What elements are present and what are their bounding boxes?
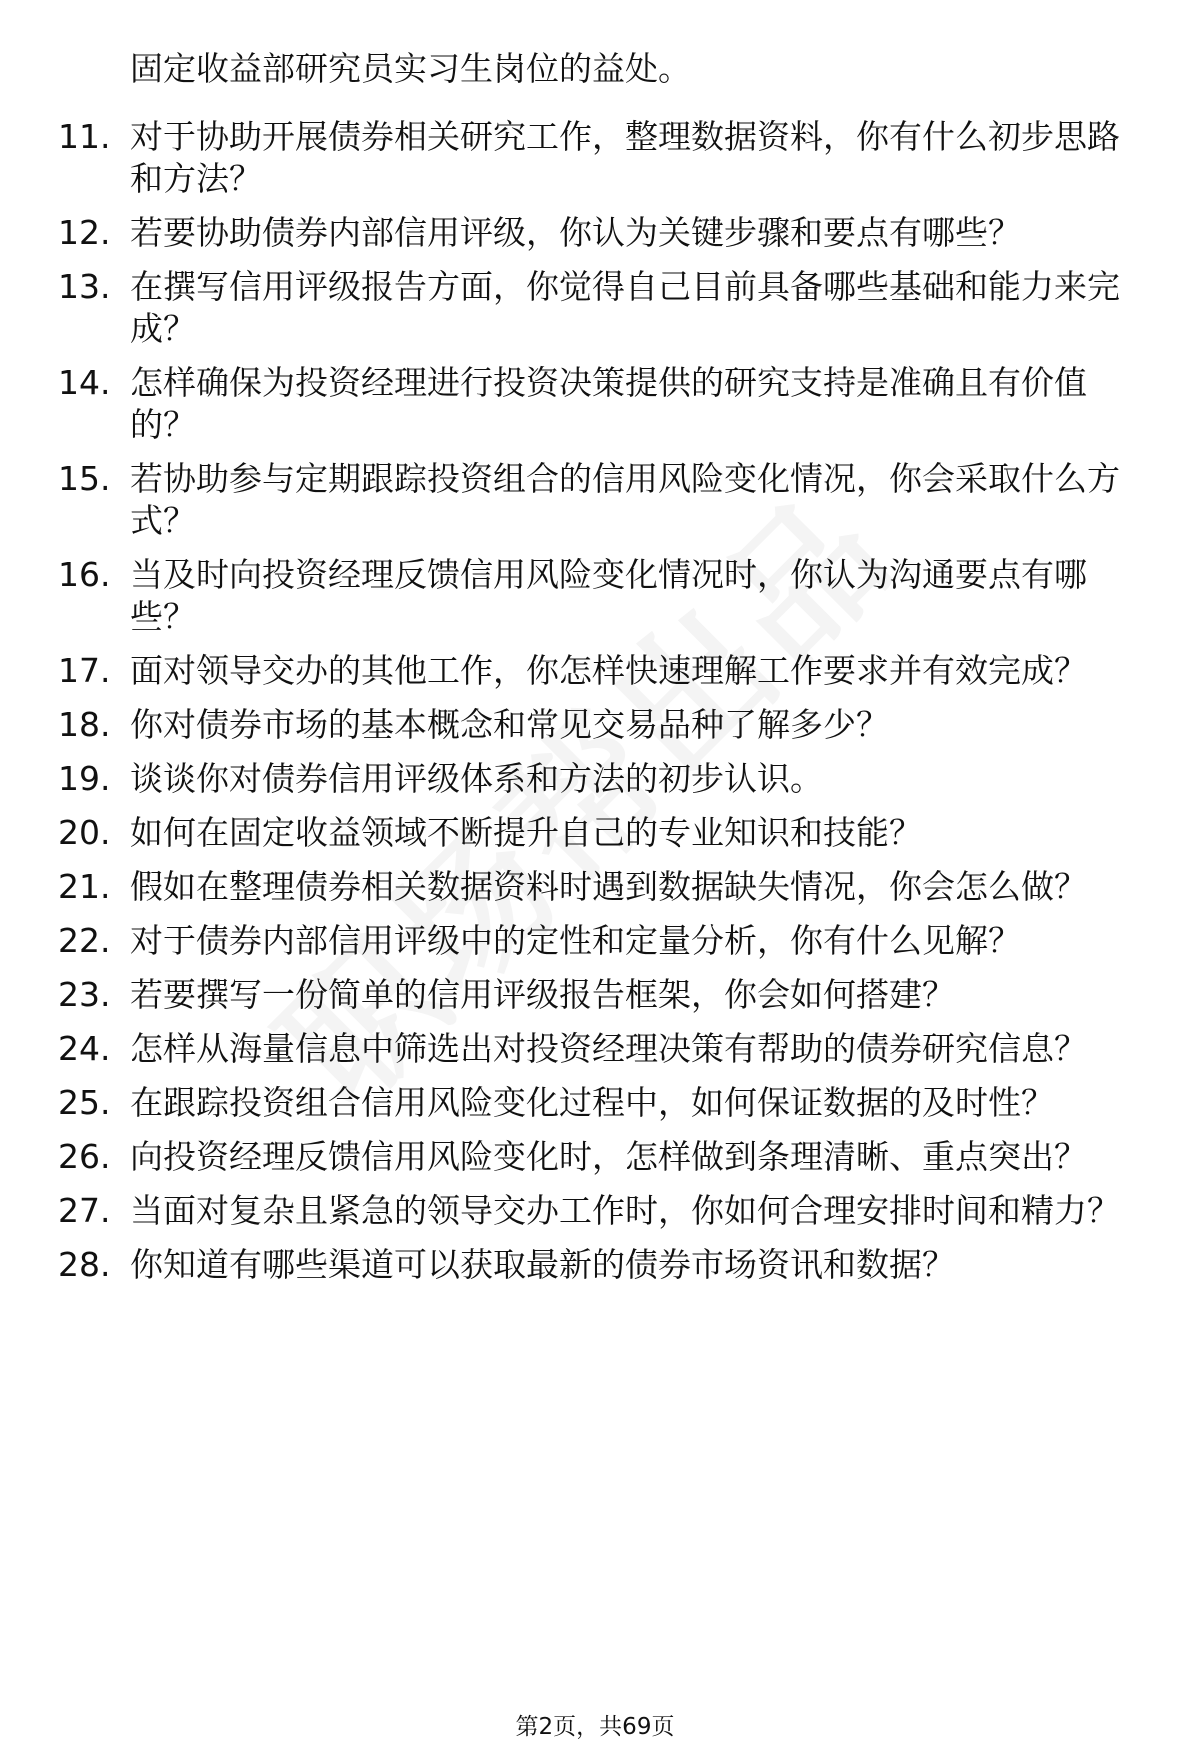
- item-number: 22.: [58, 921, 111, 960]
- list-item: [0, 866, 1190, 908]
- list-item: [0, 758, 1190, 800]
- item-number: 11.: [58, 117, 111, 156]
- list-item: [0, 266, 1190, 350]
- item-text: 当面对复杂且紧急的领导交办工作时，你如何合理安排时间和精力？: [130, 1191, 1120, 1230]
- list-item: [0, 1136, 1190, 1178]
- list-item: [0, 362, 1190, 446]
- item-number: 20.: [58, 813, 111, 852]
- list-item: [0, 974, 1190, 1016]
- item-number: 27.: [58, 1191, 111, 1230]
- item-number: 23.: [58, 975, 111, 1014]
- item-text: 若要协助债券内部信用评级，你认为关键步骤和要点有哪些？: [130, 213, 1021, 252]
- item-text: 面对领导交办的其他工作，你怎样快速理解工作要求并有效完成？: [130, 651, 1087, 690]
- item-number: 28.: [58, 1245, 111, 1284]
- item-text: 如何在固定收益领域不断提升自己的专业知识和技能？: [130, 813, 922, 852]
- list-item: [0, 812, 1190, 854]
- item-number: 26.: [58, 1137, 111, 1176]
- item-text: 你知道有哪些渠道可以获取最新的债券市场资讯和数据？: [130, 1245, 955, 1284]
- item-text: 若要撰写一份简单的信用评级报告框架，你会如何搭建？: [130, 975, 955, 1014]
- item-text: 在跟踪投资组合信用风险变化过程中，如何保证数据的及时性？: [130, 1083, 1054, 1122]
- list-item: [0, 920, 1190, 962]
- lead-text: 固定收益部研究员实习生岗位的益处。: [130, 49, 691, 88]
- item-number: 16.: [58, 555, 111, 594]
- item-number: 17.: [58, 651, 111, 690]
- list-item: [0, 458, 1190, 542]
- item-text: 假如在整理债券相关数据资料时遇到数据缺失情况，你会怎么做？: [130, 867, 1087, 906]
- item-text: 若协助参与定期跟踪投资组合的信用风险变化情况，你会采取什么方式？: [130, 459, 1120, 540]
- item-number: 13.: [58, 267, 111, 306]
- page-footer: 第2页，共69页: [515, 1714, 675, 1740]
- item-number: 14.: [58, 363, 111, 402]
- item-number: 24.: [58, 1029, 111, 1068]
- item-text: 向投资经理反馈信用风险变化时，怎样做到条理清晰、重点突出？: [130, 1137, 1087, 1176]
- item-number: 25.: [58, 1083, 111, 1122]
- item-text: 你对债券市场的基本概念和常见交易品种了解多少？: [130, 705, 889, 744]
- item-number: 21.: [58, 867, 111, 906]
- list-item: [0, 1028, 1190, 1070]
- item-text: 谈谈你对债券信用评级体系和方法的初步认识。: [130, 759, 823, 798]
- list-item: [0, 554, 1190, 638]
- item-text: 对于协助开展债券相关研究工作，整理数据资料，你有什么初步思路和方法？: [130, 117, 1120, 198]
- question-list: [0, 116, 1190, 1298]
- list-item: [0, 650, 1190, 692]
- item-text: 在撰写信用评级报告方面，你觉得自己目前具备哪些基础和能力来完成？: [130, 267, 1120, 348]
- list-item: [0, 1244, 1190, 1286]
- item-text: 怎样确保为投资经理进行投资决策提供的研究支持是准确且有价值的？: [130, 363, 1087, 444]
- item-number: 18.: [58, 705, 111, 744]
- list-item: [0, 1082, 1190, 1124]
- list-item: [0, 212, 1190, 254]
- list-item: [0, 704, 1190, 746]
- item-text: 当及时向投资经理反馈信用风险变化情况时，你认为沟通要点有哪些？: [130, 555, 1087, 636]
- list-item: [0, 116, 1190, 200]
- item-number: 19.: [58, 759, 111, 798]
- item-number: 12.: [58, 213, 111, 252]
- list-item: [0, 1190, 1190, 1232]
- item-text: 对于债券内部信用评级中的定性和定量分析，你有什么见解？: [130, 921, 1021, 960]
- item-number: 15.: [58, 459, 111, 498]
- item-text: 怎样从海量信息中筛选出对投资经理决策有帮助的债券研究信息？: [130, 1029, 1087, 1068]
